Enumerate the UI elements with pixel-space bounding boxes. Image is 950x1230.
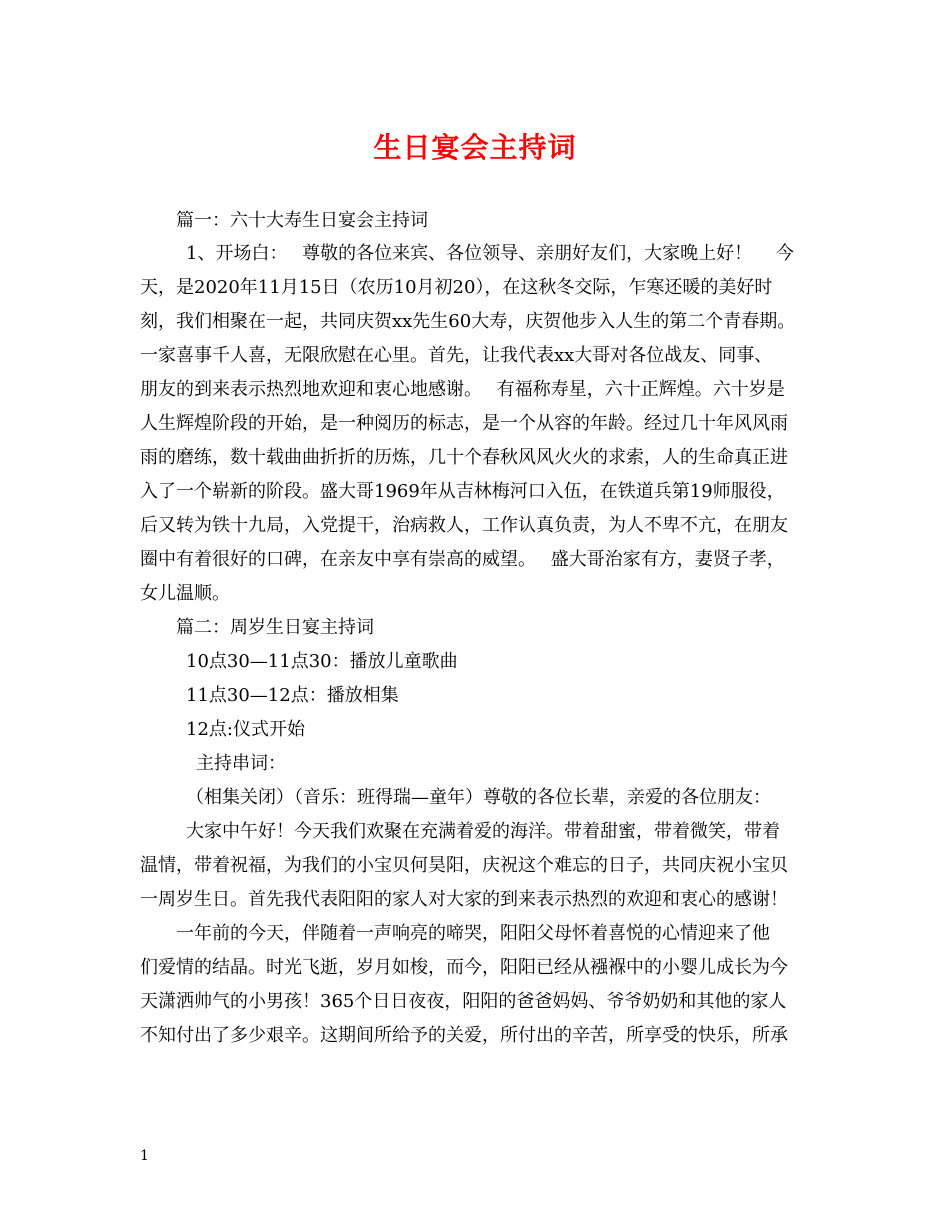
text-line: 一周岁生日。首先我代表阳阳的家人对大家的到来表示热烈的欢迎和衷心的感谢！ [140, 889, 788, 910]
text-line: 一家喜事千人喜，无限欣慰在心里。首先，让我代表xx大哥对各位战友、同事、 [140, 345, 773, 366]
text-line: 一年前的今天，伴随着一声响亮的啼哭，阳阳父母怀着喜悦的心情迎来了他 [176, 923, 770, 944]
text-line: 人生辉煌阶段的开始，是一种阅历的标志，是一个从容的年龄。经过几十年风风雨 [140, 413, 788, 434]
text-line: 后又转为铁十九局，入党提干，治病救人，工作认真负责，为人不卑不亢，在朋友 [140, 515, 788, 536]
text-line: 12点:仪式开始 [186, 719, 305, 740]
text-line: （相集关闭）（音乐：班得瑞—童年）尊敬的各位长辈，亲爱的各位朋友： [186, 787, 771, 808]
text-line: 11点30—12点：播放相集 [186, 685, 399, 706]
text-line: 天，是2020年11月15日（农历10月初20），在这秋冬交际，乍寒还暖的美好时 [140, 277, 773, 298]
text-line: 主持串词： [196, 753, 286, 774]
text-line: 们爱情的结晶。时光飞逝，岁月如梭，而今，阳阳已经从襁褓中的小婴儿成长为今 [140, 957, 788, 978]
text-line: 天潇洒帅气的小男孩！365个日日夜夜，阳阳的爸爸妈妈、爷爷奶奶和其他的家人 [140, 991, 787, 1012]
text-line: 朋友的到来表示热烈地欢迎和衷心地感谢。 有福称寿星，六十正辉煌。六十岁是 [140, 379, 785, 400]
text-line: 篇一：六十大寿生日宴会主持词 [176, 210, 428, 231]
text-line: 10点30—11点30：播放儿童歌曲 [186, 651, 458, 672]
text-line: 温情，带着祝福，为我们的小宝贝何昊阳，庆祝这个难忘的日子，共同庆祝小宝贝 [140, 855, 788, 876]
text-line: 入了一个崭新的阶段。盛大哥1969年从吉林梅河口入伍，在铁道兵第19师服役， [140, 481, 785, 502]
text-line: 大家中午好！今天我们欢聚在充满着爱的海洋。带着甜蜜，带着微笑，带着 [186, 821, 780, 842]
text-line: 雨的磨练，数十载曲曲折折的历炼，几十个春秋风风火火的求索，人的生命真正进 [140, 447, 788, 468]
section-heading: 篇二：周岁生日宴主持词 [176, 617, 374, 638]
text-line: 1、开场白： 尊敬的各位来宾、各位领导、亲朋好友们，大家晚上好！ 今 [186, 243, 794, 264]
page-number: 1 [140, 1148, 149, 1164]
text-line: 刻，我们相聚在一起，共同庆贺xx先生60大寿，庆贺他步入人生的第二个青春期。 [140, 311, 796, 332]
document-title: 生日宴会主持词 [373, 131, 577, 164]
text-line: 圈中有着很好的口碑，在亲友中享有崇高的威望。 盛大哥治家有方，妻贤子孝， [140, 549, 785, 570]
text-line: 不知付出了多少艰辛。这期间所给予的关爱，所付出的辛苦，所享受的快乐，所承 [140, 1025, 788, 1046]
text-line: 女儿温顺。 [140, 583, 230, 604]
